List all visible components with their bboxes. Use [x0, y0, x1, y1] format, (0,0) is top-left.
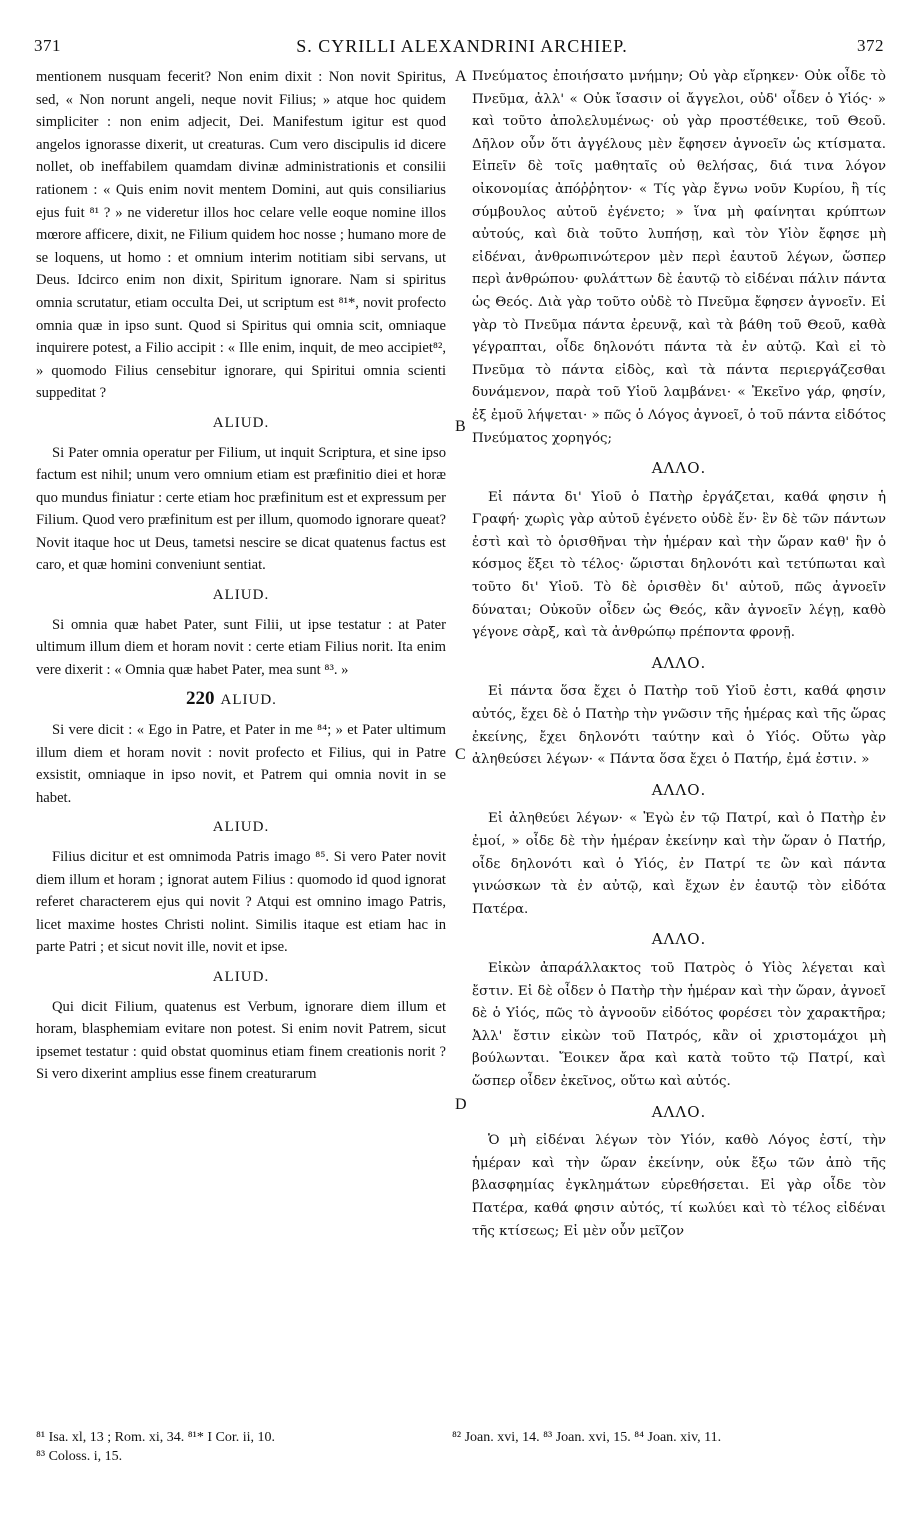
- edition-page-number: 220: [186, 688, 215, 710]
- section-heading: ΑΛΛΟ.: [651, 1102, 707, 1121]
- latin-column: [36, 66, 446, 1086]
- section-heading: ΑΛΛΟ.: [651, 930, 707, 949]
- margin-letter-a: A: [455, 68, 467, 85]
- latin-paragraph: Si vere dicit : « Ego in Patre, et Pater in me ⁸⁴; » et Pater ultimum illum diem et horam novit : novit profecto et Filius, qui in Patre exsistit, omniaque in ipso novit, et Patrem qui omnia novit in se habet.: [36, 722, 446, 806]
- greek-paragraph: Εἰ πάντα δι' Υἱοῦ ὁ Πατὴρ ἐργάζεται, καθά φησιν ἡ Γραφή· χωρὶς γὰρ αὐτοῦ ἐγένετο οὐδὲ ἕν· ἓν δὲ τῶν πάντων ἐστὶ καὶ τὸ ὁρισθῆναι τὴν ἡμέραν καὶ τὴν ὥραν καθ' ἣν ὁ κόσμος ἕξει τὸ τέλος· ὥρισται δηλονότι καὶ τετύπωται καὶ τοῦτο δι' Υἱοῦ. Τὸ δὲ ὁρισθὲν δι' αὐτοῦ, πῶς ἀγνοεῖν δύναται; Οὐκοῦν οἶδεν ὡς Θεός, κἂν ἀγνοεῖν λέγῃ, καθὸ γέγονε σὰρξ, καὶ τὰ ἀνθρώπῳ πρέποντα φρονῇ.: [472, 489, 886, 641]
- footnote-line: ⁸¹ Isa. xl, 13 ; Rom. xi, 34. ⁸¹* I Cor. ii, 10.: [36, 1430, 276, 1445]
- footnote-line: ⁸² Joan. xvi, 14. ⁸³ Joan. xvi, 15. ⁸⁴ Joan. xiv, 11.: [452, 1430, 722, 1445]
- section-heading: ΑΛΛΟ.: [651, 459, 707, 478]
- footnote-line: ⁸³ Coloss. i, 15.: [36, 1449, 123, 1464]
- greek-paragraph: Πνεύματος ἐποιήσατο μνήμην; Οὐ γὰρ εἴρηκεν· Οὐκ οἶδε τὸ Πνεῦμα, ἀλλ' « Οὐκ ἴσασιν οἱ ἄγγελοι, οὐδ' οἶδεν ὁ Υἱός· » καὶ τοῦτο ἀπολελυμένως· οὐ γὰρ προστέθεικε, τοῦ Θεοῦ. Δῆλον οὖν ὅτι ἀγγέλους μὲν ἔφησεν ἀγνοεῖν ὡς κτίσματα. Εἰπεῖν δὲ τοῖς μαθηταῖς οὐ θελήσας, διά τινα λόγον οἰκονομίας ἀπόῤῥητον· « Τίς γὰρ ἔγνω νοῦν Κυρίου, ἢ τίς σύμβουλος αὐτοῦ ἐγένετο; » ἵνα μὴ φαίνηται κρύπτων αὐτούς, καὶ διὰ τοῦτο λυπήσῃ, καὶ τὸν Υἱὸν ἔφησε μὴ εἰδέναι, ἀνθρωπινώτερον μὲν περὶ ἑαυτοῦ λέγων, ὥσπερ περὶ ἀνθρώπου· φυλάττων δὲ ἑαυτῷ τὸ εἰδέναι πάλιν πάντα ὡς Θεός. Διὰ γὰρ τοῦτο οὐδὲ τὸ Πνεῦμα ἔφησεν ἀγνοεῖν. Εἰ γὰρ τὸ Πνεῦμα πάντα ἐρευνᾷ, καὶ τὰ βάθη τοῦ Θεοῦ, καθὰ γέγραπται, οἶδε δηλονότι πάντα τὰ ἐν αὐτῷ. Καὶ εἰ τὸ Πνεῦμα τὸ πάντα εἰδὸς, καὶ τὰ πάντα περιεργάζεσθαι δυνάμενον, παρὰ τοῦ Υἱοῦ λαμβάνει· « Ἐκεῖνο γάρ, φησίν, ἐξ ἐμοῦ λήψεται· » πῶς ὁ Λόγος ἀγνοεῖ, ὁ τοῦ πάντα εἰδότος Πνεύματος χορηγός;: [472, 69, 886, 446]
- latin-paragraph: Filius dicitur et est omnimoda Patris imago ⁸⁵. Si vero Pater novit diem illum et horam ; ignorat autem Filius : quomodo id quod ignorat referet characterem ejus qui novit ? Atqui est omnino imago Patris, licet maxime hostes Christi nolint. Similis itaque est etiam hac in parte Patri ; et sicut novit ille, novit et ipse.: [36, 849, 446, 956]
- latin-paragraph: Qui dicit Filium, quatenus est Verbum, ignorare diem illum et horam, blasphemiam evitare non potest. Si enim novit Patrem, sicut ipsemet testatur : quid obstat quominus etiam finem creationis norit ? Si vero dixerint amplius esse finem creaturarum: [36, 998, 446, 1083]
- greek-paragraph: Εἰκὼν ἀπαράλλακτος τοῦ Πατρὸς ὁ Υἱὸς λέγεται καὶ ἔστιν. Εἰ δὲ οἶδεν ὁ Πατὴρ τὴν ἡμέραν καὶ τὴν ὥραν, ἀγνοεῖ δὲ ὁ Υἱός, πῶς τὸ ἀγνοοῦν εἰδότος φορέσει τὸν χαρακτῆρα; Ἀλλ' ἔστιν εἰκὼν τοῦ Πατρός, κἂν οἱ χριστομάχοι μὴ βούλωνται. Ἔοικεν ἄρα καὶ κατὰ τοῦτο τῷ Πατρί, καὶ ὥσπερ οἶδεν ἐκεῖνος, οὕτω καὶ αὐτός.: [472, 960, 886, 1089]
- latin-paragraph: Si omnia quæ habet Pater, sunt Filii, ut ipse testatur : at Pater ultimum illum diem et horam novit : certe etiam Filius norit. Ita enim vere dixerit : « Omnia quæ habet Pater, mea sunt ⁸³. »: [36, 616, 446, 678]
- greek-paragraph: Εἰ πάντα ὅσα ἔχει ὁ Πατὴρ τοῦ Υἱοῦ ἐστι, καθά φησιν αὐτός, ἔχει δὲ ὁ Πατὴρ τὴν γνῶσιν τῆς ἡμέρας καὶ τῆς ὥρας ἐκείνης, ἔχει δηλονότι ταύτην καὶ ὁ Υἱός. Οὕτω γὰρ ἀληθεύσει λέγων· « Πάντα ὅσα ἔχει ὁ Πατήρ, ἐμά ἐστιν. »: [472, 684, 886, 768]
- section-heading: ALIUD.: [212, 414, 270, 431]
- latin-paragraph: mentionem nusquam fecerit? Non enim dixit : Non novit Spiritus, sed, « Non norunt angeli, neque novit Filius; » atque hoc quidem simpliciter : non enim adjecit, Dei. Manifestum igitur est quod angelos ignorasse dixerit, ut creaturas. Cum vero discipulis id dicere nollet, ob ineffabilem quamdam divinæ administrationis et consilii rationem : « Quis enim novit mentem Domini, aut quis consiliarius ejus fuit ⁸¹ ? » ne videretur illos hoc celare velle eoque nomine illos mœrore afficere, dixit, ne Filium quidem hoc nosse ; humano more de se loquens, ut homo : et omnium interim notitiam sibi servans, ut Deus. Idcirco enim non dixit, Spiritum ignorare. Nam si spiritus omnia scrutatur, etiam occulta Dei, ut scriptum est ⁸¹*, novit profecto omnia quæ in ipso sunt. Quod si Spiritus qui omnia scit, omniaque inquirere potest, a Filio accipit : « Ille enim, inquit, de meo accipiet⁸², » quomodo Filius censebitur ignorare, qui Spiritui omnia scienti suppeditat ?: [36, 69, 446, 402]
- greek-column: [472, 66, 886, 1243]
- footnotes-latin: [36, 1428, 456, 1466]
- section-heading-numbered: [36, 688, 446, 712]
- margin-letter-d: D: [455, 1096, 467, 1113]
- greek-paragraph: Ὁ μὴ εἰδέναι λέγων τὸν Υἱόν, καθὸ Λόγος ἐστί, τὴν ἡμέραν καὶ τὴν ὥραν ἐκείνην, οὐκ ἔξω τῶν ἀπὸ τῆς βλασφημίας ἐγκλημάτων εὑρεθήσεται. Εἰ γὰρ οἶδε τὸν Πατέρα, καθά φησιν αὐτός, τί κωλύει καὶ τὸ τέλος εἰδέναι τῆς κτίσεως; Εἰ μὲν οὖν μεῖζον: [472, 1133, 886, 1239]
- page-number-right: 372: [857, 36, 884, 55]
- margin-letter-c: C: [455, 746, 466, 763]
- section-heading-label: ALIUD.: [220, 692, 277, 709]
- greek-paragraph: Εἰ ἀληθεύει λέγων· « Ἐγὼ ἐν τῷ Πατρί, καὶ ὁ Πατὴρ ἐν ἐμοί, » οἶδε δὲ τὴν ἡμέραν ἐκείνην καὶ τὴν ὥραν ὁ Πατήρ, οἶδε δηλονότι καὶ ὁ Υἱός, ἐν Πατρί τε ὢν καὶ πάντα γινώσκων τὰ ἐν αὐτῷ, καὶ ἔχων ἐν ἑαυτῷ τὸν εἰδότα Πατέρα.: [472, 811, 886, 917]
- margin-letter-b: B: [455, 418, 466, 435]
- running-title: S. CYRILLI ALEXANDRINI ARCHIEP.: [296, 36, 628, 56]
- section-heading: ΑΛΛΟ.: [651, 653, 707, 672]
- section-heading: ΑΛΛΟ.: [651, 780, 707, 799]
- section-heading: ALIUD.: [212, 968, 270, 985]
- footnotes-greek: [452, 1428, 892, 1447]
- section-heading: ALIUD.: [212, 587, 270, 604]
- section-heading: ALIUD.: [212, 819, 270, 836]
- page-number-left: 371: [34, 36, 61, 55]
- latin-paragraph: Si Pater omnia operatur per Filium, ut inquit Scriptura, et sine ipso factum est nihil; unum vero omnium etiam est præfinitio diei et horæ quo mundus finiatur : certe etiam hoc præfinitum est et expressum per Filium. Quod vero præfinitum est per illum, quomodo ignorare queat? Novit itaque hoc ut Deus, tametsi nescire se dicat quatenus factus est caro, et quæ homini conveniunt sentiat.: [36, 444, 446, 574]
